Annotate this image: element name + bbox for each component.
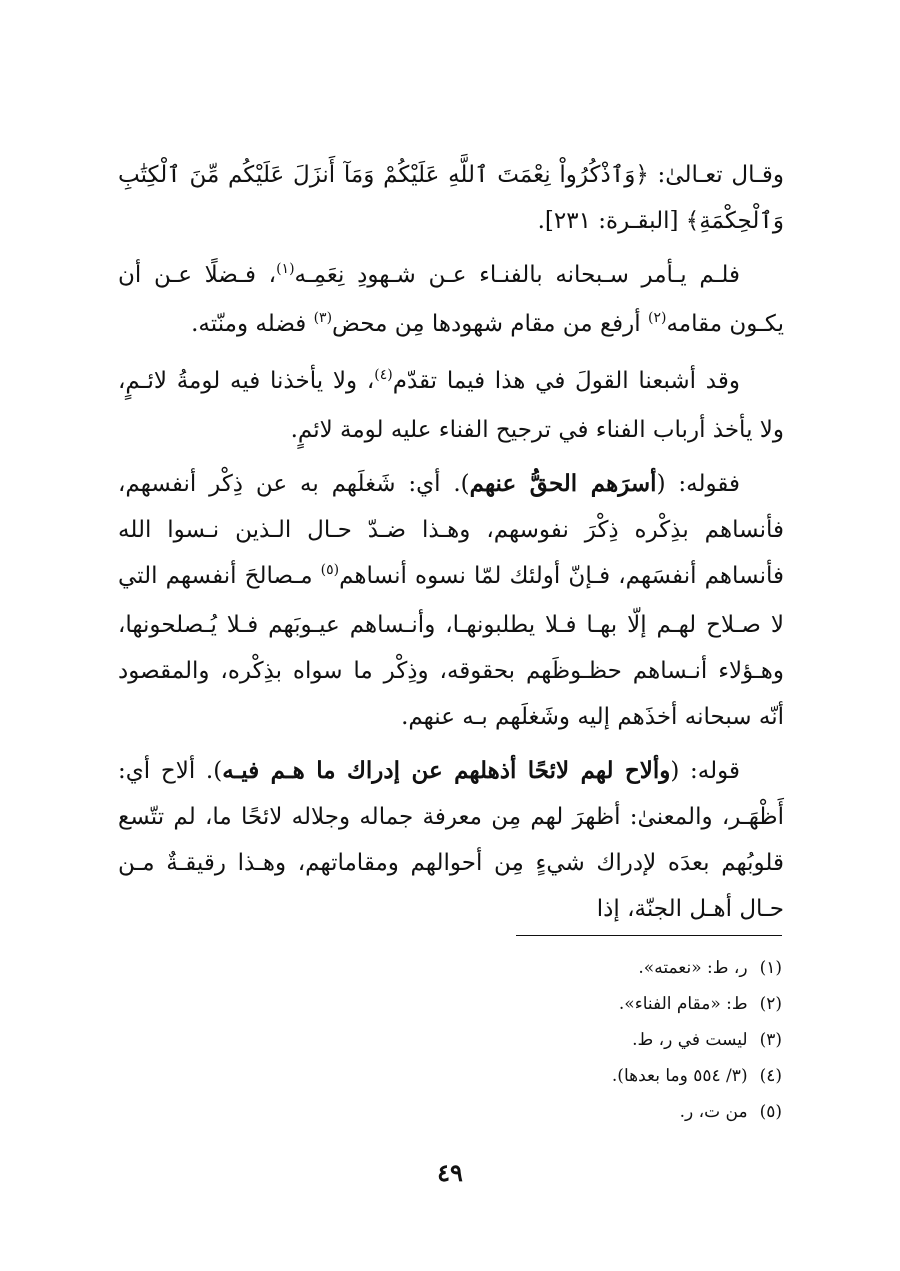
footnotes [282, 950, 782, 1130]
paragraph-verse [118, 152, 784, 244]
text-run: قوله: ( [670, 758, 741, 784]
paragraph-fana [118, 252, 784, 350]
footnote-number: (٤) [759, 1066, 782, 1086]
text-run: ). أي: شَغلَهم به عن ذِكْر أنفسهم، فأنساهم بذِكْره ذِكْرَ نفوسهم، وهـذا ضـدّ حـال الـذين نـسوا الله فأنساهم أنفسَهم، فـإنّ أولئك لمّا نسوه أنساهم [118, 471, 784, 589]
footnote [282, 950, 782, 986]
text-run: فقوله: ( [656, 471, 740, 497]
footnote-number: (٥) [759, 1102, 782, 1122]
footnote-number: (٣) [759, 1030, 782, 1050]
footnote-ref-2: (٢) [647, 310, 667, 326]
footnote [282, 1058, 782, 1094]
footnote-text: ليست في ر، ط. [632, 1030, 748, 1050]
text-run: مـصالحَ أنفسهم التي لا صـلاح لهـم إلّا بهـا فـلا يطلبونهـا، وأنـساهم عيـوبَهم فـلا يُـصلحونها، وهـؤلاء أنـساهم حظـوظَهم بحقوقه، وذِكْر ما سواه بذِكْره، والمقصود أنّه سبحانه أخذَهم إليه وشَغلَهم بـه عنهم. [118, 563, 784, 730]
footnote-text: ر، ط: «نعمته». [638, 958, 748, 978]
text-run: ). ألاح أي: أَظْهَـر، والمعنىٰ: أظهرَ لهم مِن معرفة جماله وجلاله لائحًا ما، لم تتّسع قلوبُهم بعدَه لإدراك شيءٍ مِن أحوالهم ومقاماتهم، وهـذا رقيقـةٌ مـن حـال أهـل الجنّة، إذا [118, 758, 784, 922]
footnote-text: من ت، ر. [679, 1102, 748, 1122]
footnote-ref-5: (٥) [320, 562, 340, 578]
footnote-text: (٣/ ٥٥٤ وما بعدها). [611, 1066, 748, 1086]
text-run: أرفع من مقام شهودها مِن محض [332, 311, 648, 337]
footnote-number: (١) [759, 958, 782, 978]
quran-verse: ﴿وَٱذْكُرُواْ نِعْمَتَ ٱللَّهِ عَلَيْكُمْ وَمَآ أَنزَلَ عَلَيْكُم مِّنَ ٱلْكِتَٰبِ وَٱلْحِكْمَةِ﴾ [118, 162, 784, 234]
footnote-ref-3: (٣) [313, 310, 333, 326]
footnote [282, 986, 782, 1022]
main-text [118, 152, 784, 940]
footnote [282, 1022, 782, 1058]
text-run: ، فـضلًا عـن أن يكـون مقامه [118, 262, 784, 337]
footnote [282, 1094, 782, 1130]
text-run: فلـم يـأمر سـبحانه بالفنـاء عـن شـهودِ نِعَمِـه [294, 262, 740, 288]
footnote-number: (٢) [759, 994, 782, 1014]
footnote-ref-1: (١) [276, 261, 295, 277]
paragraph-asarahum [118, 461, 784, 740]
text-run: فضله ومنّته. [191, 311, 314, 337]
paragraph-asbana [118, 358, 784, 453]
quoted-term: أسرَهم الحقُّ عنهم [469, 470, 657, 497]
text-run: ، ولا يأخذنا فيه لومةُ لائـمٍ، ولا يأخذ أرباب الفناء في ترجيح الفناء عليه لومة لائمٍ. [118, 368, 784, 443]
footnote-ref-4: (٤) [374, 367, 393, 383]
quoted-term: وألاح لهم لائحًا أذهلهم عن إدراك ما هـم فيـه [222, 757, 671, 784]
paragraph-alaha [118, 748, 784, 932]
footnote-separator [516, 935, 782, 936]
page-number: ٤٩ [437, 1158, 463, 1187]
verse-citation: [البقـرة: ٢٣١]. [537, 208, 686, 234]
text-run: وقد أشبعنا القولَ في هذا فيما تقدّم [392, 368, 740, 394]
footnote-text: ط: «مقام الفناء». [618, 994, 748, 1014]
verse-intro: وقـال تعـالىٰ: [648, 162, 784, 188]
